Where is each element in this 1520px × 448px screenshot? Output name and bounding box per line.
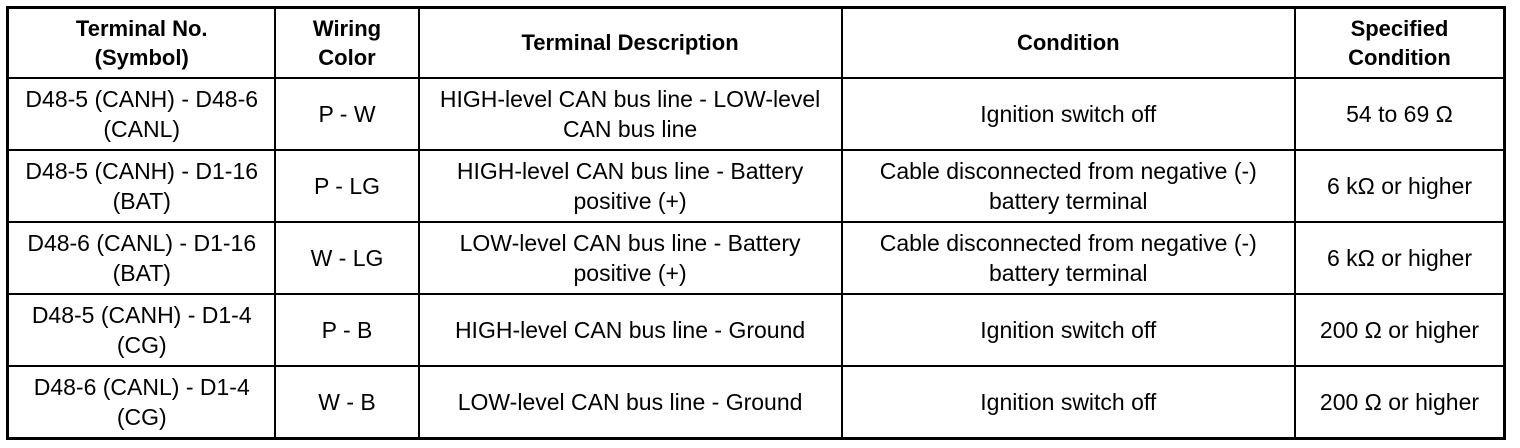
condition-line1: Ignition switch off xyxy=(980,317,1157,344)
condition-cell xyxy=(842,366,1295,438)
table-body xyxy=(8,78,1505,439)
terminal-cell xyxy=(8,222,276,294)
description-line1: LOW-level CAN bus line - Ground xyxy=(457,389,803,416)
header-description-label: Terminal Description xyxy=(521,30,739,56)
terminal-line1: D48-6 (CANL) - D1-4 xyxy=(33,374,250,401)
header-terminal-no xyxy=(8,8,276,78)
header-specified-condition xyxy=(1295,8,1505,78)
description-cell xyxy=(419,222,842,294)
specified-cell: 6 kΩ or higher xyxy=(1295,150,1505,222)
condition-cell xyxy=(842,294,1295,366)
table-row xyxy=(8,366,1505,438)
header-row xyxy=(8,8,1505,78)
terminal-line1: D48-5 (CANH) - D48-6 xyxy=(25,85,259,112)
specified-cell: 200 Ω or higher xyxy=(1295,366,1505,438)
terminal-spec-table xyxy=(6,6,1506,440)
description-line1: LOW-level CAN bus line - Battery xyxy=(459,229,801,256)
description-line1: HIGH-level CAN bus line - LOW-level xyxy=(439,85,821,112)
condition-line2: battery terminal xyxy=(989,259,1148,286)
terminal-line2: (CG) xyxy=(116,404,167,431)
condition-cell xyxy=(842,78,1295,150)
terminal-line2: (CG) xyxy=(116,332,167,359)
specified-cell: 6 kΩ or higher xyxy=(1295,222,1505,294)
header-wiring-color xyxy=(275,8,418,78)
header-terminal-line2: (Symbol) xyxy=(94,44,189,70)
description-line1: HIGH-level CAN bus line - Battery xyxy=(456,157,804,184)
description-line1: HIGH-level CAN bus line - Ground xyxy=(454,317,806,344)
terminal-line1: D48-5 (CANH) - D1-4 xyxy=(31,302,252,329)
header-terminal-description xyxy=(419,8,842,78)
terminal-line2: (CANL) xyxy=(103,115,181,142)
condition-line2: battery terminal xyxy=(989,187,1148,214)
terminal-line1: D48-6 (CANL) - D1-16 xyxy=(27,229,257,256)
table-row xyxy=(8,78,1505,150)
header-terminal-line1: Terminal No. xyxy=(75,15,208,41)
condition-line1: Ignition switch off xyxy=(980,100,1157,127)
description-cell xyxy=(419,366,842,438)
wiring-cell: P - LG xyxy=(275,150,418,222)
condition-cell xyxy=(842,222,1295,294)
condition-line1: Cable disconnected from negative (-) xyxy=(879,229,1257,256)
table-row xyxy=(8,150,1505,222)
description-line2: CAN bus line xyxy=(562,115,698,142)
wiring-cell: P - W xyxy=(275,78,418,150)
terminal-line2: (BAT) xyxy=(112,187,171,214)
table-row xyxy=(8,222,1505,294)
terminal-cell xyxy=(8,78,276,150)
header-condition xyxy=(842,8,1295,78)
terminal-cell xyxy=(8,294,276,366)
terminal-cell xyxy=(8,150,276,222)
header-specified-line1: Specified xyxy=(1350,15,1449,41)
terminal-line2: (BAT) xyxy=(112,259,171,286)
specified-cell: 200 Ω or higher xyxy=(1295,294,1505,366)
condition-line1: Cable disconnected from negative (-) xyxy=(879,157,1257,184)
header-wiring-line2: Color xyxy=(318,44,376,70)
description-cell xyxy=(419,78,842,150)
wiring-cell: W - LG xyxy=(275,222,418,294)
table-header xyxy=(8,8,1505,78)
condition-line1: Ignition switch off xyxy=(980,389,1157,416)
terminal-cell xyxy=(8,366,276,438)
description-line2: positive (+) xyxy=(573,259,687,286)
header-condition-label: Condition xyxy=(1016,30,1120,56)
header-wiring-line1: Wiring xyxy=(312,15,382,41)
specified-cell: 54 to 69 Ω xyxy=(1295,78,1505,150)
table-row xyxy=(8,294,1505,366)
wiring-cell: P - B xyxy=(275,294,418,366)
wiring-cell: W - B xyxy=(275,366,418,438)
condition-cell xyxy=(842,150,1295,222)
terminal-line1: D48-5 (CANH) - D1-16 xyxy=(25,157,259,184)
description-line2: positive (+) xyxy=(573,187,687,214)
description-cell xyxy=(419,150,842,222)
description-cell xyxy=(419,294,842,366)
header-specified-line2: Condition xyxy=(1348,44,1451,70)
